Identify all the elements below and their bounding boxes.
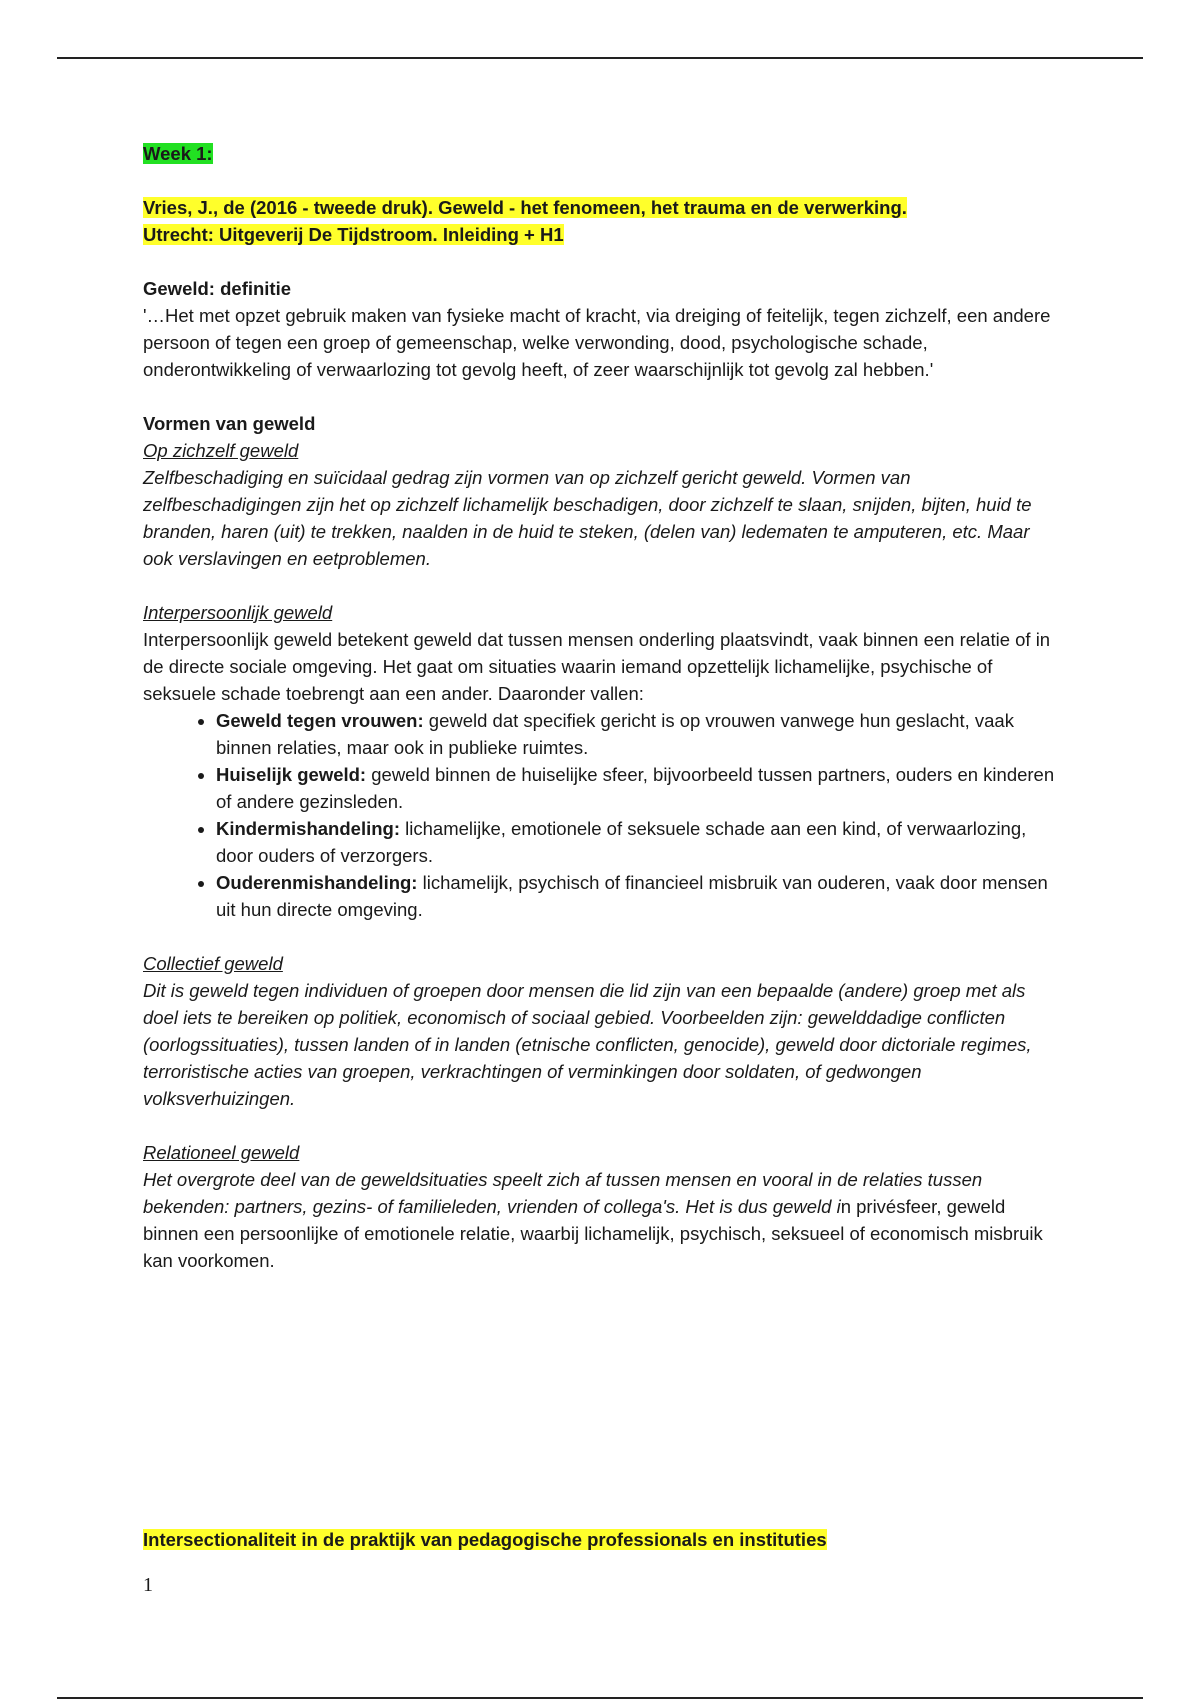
list-item-term: Geweld tegen vrouwen:	[216, 710, 424, 731]
week-heading	[143, 140, 1063, 167]
week-label: Week 1:	[143, 143, 213, 164]
list-item-term: Huiselijk geweld:	[216, 764, 367, 785]
relational-text-italic: Het overgrote deel van de geweldsituaties speelt zich af tussen mensen en vooral in de relaties tussen bekenden: partners, gezins- of familieleden, vrienden of collega's. Het is dus geweld i	[143, 1169, 983, 1217]
self-violence-text: Zelfbeschadiging en suïcidaal gedrag zijn vormen van op zichzelf gericht geweld. Vormen van zelfbeschadigingen zijn het op zichzelf lichamelijk beschadigen, door zichzelf te slaan, snijden, bijten, huid te branden, haren (uit) te trekken, naalden in de huid te steken, (delen van) ledematen te amputeren, etc. Maar ook verslavingen en eetproblemen.	[143, 467, 1032, 569]
list-item-desc: geweld binnen de huiselijke sfeer, bijvoorbeeld tussen partners, ouders en kinderen of andere gezinsleden.	[216, 764, 1055, 812]
relational-subheading: Relationeel geweld	[143, 1142, 300, 1163]
interpersonal-text: Interpersoonlijk geweld betekent geweld dat tussen mensen onderling plaatsvindt, vaak binnen een relatie of in de directe sociale omgeving. Het gaat om situaties waarin iemand opzettelijk lichamelijke, psychische of seksuele schade toebrengt aan een ander. Daaronder vallen:	[143, 629, 1051, 704]
next-section-heading	[143, 1526, 827, 1553]
relational-text	[143, 1166, 1063, 1274]
forms-heading: Vormen van geweld	[143, 413, 316, 434]
footer-rule	[57, 1697, 1143, 1699]
list-item-term: Ouderenmishandeling:	[216, 872, 418, 893]
self-violence-subheading: Op zichzelf geweld	[143, 440, 299, 461]
list-item-term: Kindermishandeling:	[216, 818, 400, 839]
list-item	[216, 869, 1063, 923]
list-item	[216, 815, 1063, 869]
reference	[143, 194, 1063, 248]
definition-text: '…Het met opzet gebruik maken van fysieke macht of kracht, via dreiging of feitelijk, tegen zichzelf, een andere persoon of tegen een groep of gemeenschap, welke verwonding, dood, psychologische schade, onderontwikkeling of verwaarlozing tot gevolg heeft, of zeer waarschijnlijk tot gevolg zal hebben.'	[143, 305, 1051, 380]
list-item-desc: lichamelijke, emotionele of seksuele schade aan een kind, of verwaarlozing, door ouders of verzorgers.	[216, 818, 1027, 866]
interpersonal-list	[143, 707, 1063, 923]
collective-subheading: Collectief geweld	[143, 953, 283, 974]
next-section-heading-text: Intersectionaliteit in de praktijk van pedagogische professionals en instituties	[143, 1529, 827, 1550]
document-body	[143, 140, 1063, 1274]
list-item	[216, 761, 1063, 815]
list-item-desc: geweld dat specifiek gericht is op vrouwen vanwege hun geslacht, vaak binnen relaties, maar ook in publieke ruimtes.	[216, 710, 1014, 758]
relational-text-normal: n privésfeer, geweld binnen een persoonlijke of emotionele relatie, waarbij lichamelijk, psychisch, seksueel of economisch misbruik kan voorkomen.	[143, 1196, 1043, 1271]
collective-text: Dit is geweld tegen individuen of groepen door mensen die lid zijn van een bepaalde (andere) groep met als doel iets te bereiken op politiek, economisch of sociaal gebied. Voorbeelden zijn: gewelddadige conflicten (oorlogssituaties), tussen landen of in landen (etnische conflicten, genocide), geweld door dictoriale regimes, terroristische acties van groepen, verkrachtingen of verminkingen door soldaten, of gedwongen volksverhuizingen.	[143, 980, 1032, 1109]
interpersonal-subheading: Interpersoonlijk geweld	[143, 602, 333, 623]
reference-line-2: Utrecht: Uitgeverij De Tijdstroom. Inleiding + H1	[143, 224, 564, 245]
reference-line-1: Vries, J., de (2016 - tweede druk). Geweld - het fenomeen, het trauma en de verwerking.	[143, 197, 907, 218]
definition-heading: Geweld: definitie	[143, 278, 292, 299]
header-rule	[57, 57, 1143, 59]
list-item	[216, 707, 1063, 761]
list-item-desc: lichamelijk, psychisch of financieel misbruik van ouderen, vaak door mensen uit hun directe omgeving.	[216, 872, 1048, 920]
page-number: 1	[143, 1574, 153, 1596]
